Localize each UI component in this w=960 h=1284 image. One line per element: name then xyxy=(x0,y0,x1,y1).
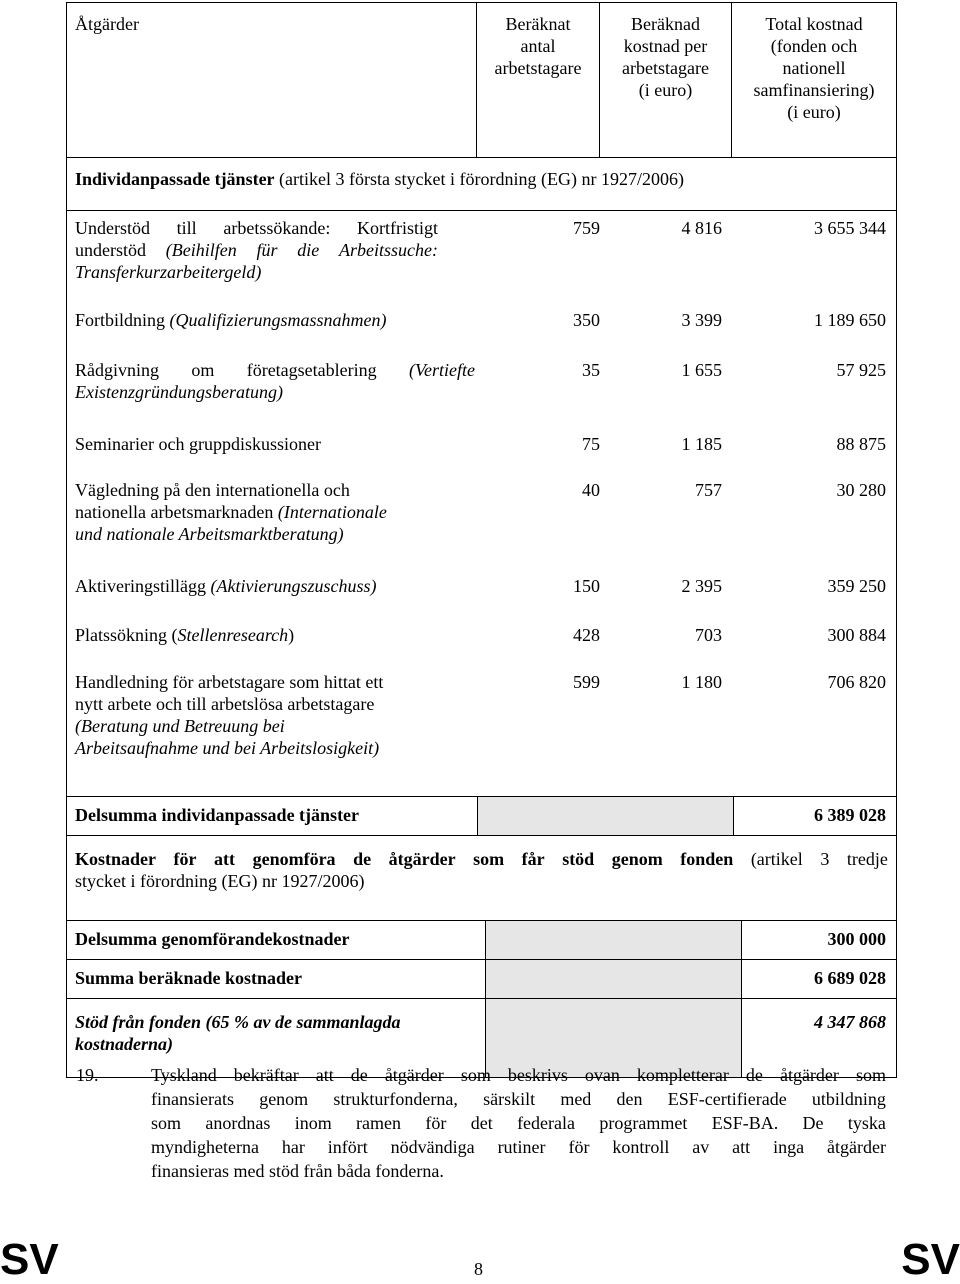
total-cost: 30 280 xyxy=(836,480,886,500)
measures-body-row xyxy=(67,211,897,836)
cost-per-worker: 3 399 xyxy=(681,310,722,330)
total-cost: 3 655 344 xyxy=(814,218,886,238)
measures-body xyxy=(67,211,897,836)
table-row xyxy=(75,624,888,671)
measure-label: Vägledning på den internationella och xyxy=(75,480,350,500)
implementation-cell: Kostnader för att genomföra de åtgärder som får stöd genom fonden (artikel 3 tredje stycket i förordning (EG) nr 1927/2006) xyxy=(67,836,897,921)
total-cost: 88 875 xyxy=(836,434,886,454)
implementation-text: Kostnader för att genomföra de åtgärder som får stöd genom fonden (artikel 3 tredje xyxy=(75,849,888,869)
measure-label: Handledning för arbetstagare som hittat ett xyxy=(75,672,384,692)
subtotal-individual-value: 6 389 028 xyxy=(814,805,886,825)
shaded-cell xyxy=(485,960,742,998)
page-number: 8 xyxy=(474,1259,483,1279)
total-cost: 359 250 xyxy=(827,576,886,596)
estimated-workers: 75 xyxy=(582,434,600,454)
subtotal-individual-label: Delsumma individanpassade tjänster xyxy=(75,805,360,825)
total-estimated-label: Summa beräknade kostnader xyxy=(75,968,303,988)
measure-label: Rådgivning om företagsetablering (Vertiefte xyxy=(75,360,475,380)
total-cost: 706 820 xyxy=(827,672,886,692)
estimated-workers: 599 xyxy=(573,672,600,692)
cost-per-worker: 2 395 xyxy=(681,576,722,596)
table-row xyxy=(75,433,888,479)
shaded-cell xyxy=(477,797,734,835)
footer-language-left: SV xyxy=(0,1235,59,1284)
fund-support-label: Stöd från fonden (65 % av de sammanlagda xyxy=(75,1012,401,1032)
cost-per-worker: 1 180 xyxy=(681,672,722,692)
header-cost-per-worker: Beräknad kostnad per arbetstagare (i euro) xyxy=(600,3,732,158)
measures-table xyxy=(66,2,897,1078)
measure-label: Understöd till arbetssökande: Kortfristigt xyxy=(75,218,438,238)
total-estimated-value: 6 689 028 xyxy=(814,968,886,988)
table-row xyxy=(75,309,888,359)
table-row: Understöd till arbetssökande: Kortfristigt understöd (Beihilfen für die Arbeitssuche: Transferkurzarbeitergeld) 759 4 816 3 655 344 xyxy=(75,218,886,282)
footer-language-right: SV xyxy=(901,1235,960,1284)
fund-support-row: Stöd från fonden (65 % av de sammanlagda kostnaderna) 4 347 868 xyxy=(67,999,897,1078)
total-cost: 57 925 xyxy=(836,360,886,380)
table-row: Vägledning på den internationella och nationella arbetsmarknaden (Internationale und nationale Arbeitsmarktberatung) 40 757 30 280 xyxy=(75,480,886,544)
section-title: Individanpassade tjänster (artikel 3 första stycket i förordning (EG) nr 1927/2006) xyxy=(67,158,897,211)
subtotal-implementation-value: 300 000 xyxy=(827,929,886,949)
estimated-workers: 150 xyxy=(573,576,600,596)
estimated-workers: 428 xyxy=(573,625,600,645)
header-measures: Åtgärder xyxy=(67,3,477,158)
header-workers: Beräknat antal arbetstagare xyxy=(477,3,600,158)
shaded-cell xyxy=(485,921,742,959)
estimated-workers: 759 xyxy=(573,218,600,238)
total-cost: 300 884 xyxy=(827,625,886,645)
total-cost: 1 189 650 xyxy=(814,310,886,330)
paragraph-text: Tyskland bekräftar att de åtgärder som beskrivs ovan kompletterar de åtgärder som finansierats genom strukturfonderna, särskilt med den ESF-certifierade utbildning som anordnas inom ramen för det federala programmet ESF-BA. De tyska myndigheterna har infört nödvändiga rutiner för kontroll av att inga åtgärder finansieras med stöd från båda fonderna. xyxy=(151,1065,886,1181)
header-row xyxy=(67,3,897,158)
subtotal-implementation-label: Delsumma genomförandekostnader xyxy=(75,929,350,949)
table-row xyxy=(75,575,888,624)
total-estimated-row xyxy=(67,960,897,999)
section-title-row xyxy=(67,158,897,211)
table-row: Rådgivning om företagsetablering (Vertiefte Existenzgründungsberatung) 35 1 655 57 925 xyxy=(75,360,886,402)
cost-per-worker: 703 xyxy=(695,625,722,645)
measure-label: Aktiveringstillägg (Aktivierungszuschuss) xyxy=(75,576,377,596)
implementation-row xyxy=(67,836,897,921)
estimated-workers: 350 xyxy=(573,310,600,330)
subtotal-implementation-row xyxy=(67,921,897,960)
subtotal-individual-row xyxy=(67,796,896,835)
table-row: Handledning för arbetstagare som hittat ett nytt arbete och till arbetslösa arbetstagare (Beratung und Betreuung bei Arbeitsaufnahme und bei Arbeitslosigkeit) 599 1 180 706 820 xyxy=(75,672,886,758)
paragraph-number: 19. xyxy=(76,1065,99,1085)
fund-support-value: 4 347 868 xyxy=(814,1012,886,1032)
cost-per-worker: 4 816 xyxy=(681,218,722,238)
estimated-workers: 40 xyxy=(582,480,600,500)
estimated-workers: 35 xyxy=(582,360,600,380)
cost-per-worker: 757 xyxy=(695,480,722,500)
measure-label: Seminarier och gruppdiskussioner xyxy=(75,434,321,454)
cost-per-worker: 1 185 xyxy=(681,434,722,454)
header-total-cost: Total kostnad (fonden och nationell samfinansiering) (i euro) xyxy=(732,3,897,158)
measure-label: Fortbildning (Qualifizierungsmassnahmen) xyxy=(75,310,387,330)
cost-per-worker: 1 655 xyxy=(681,360,722,380)
measure-label: Platssökning (Stellenresearch) xyxy=(75,625,295,645)
